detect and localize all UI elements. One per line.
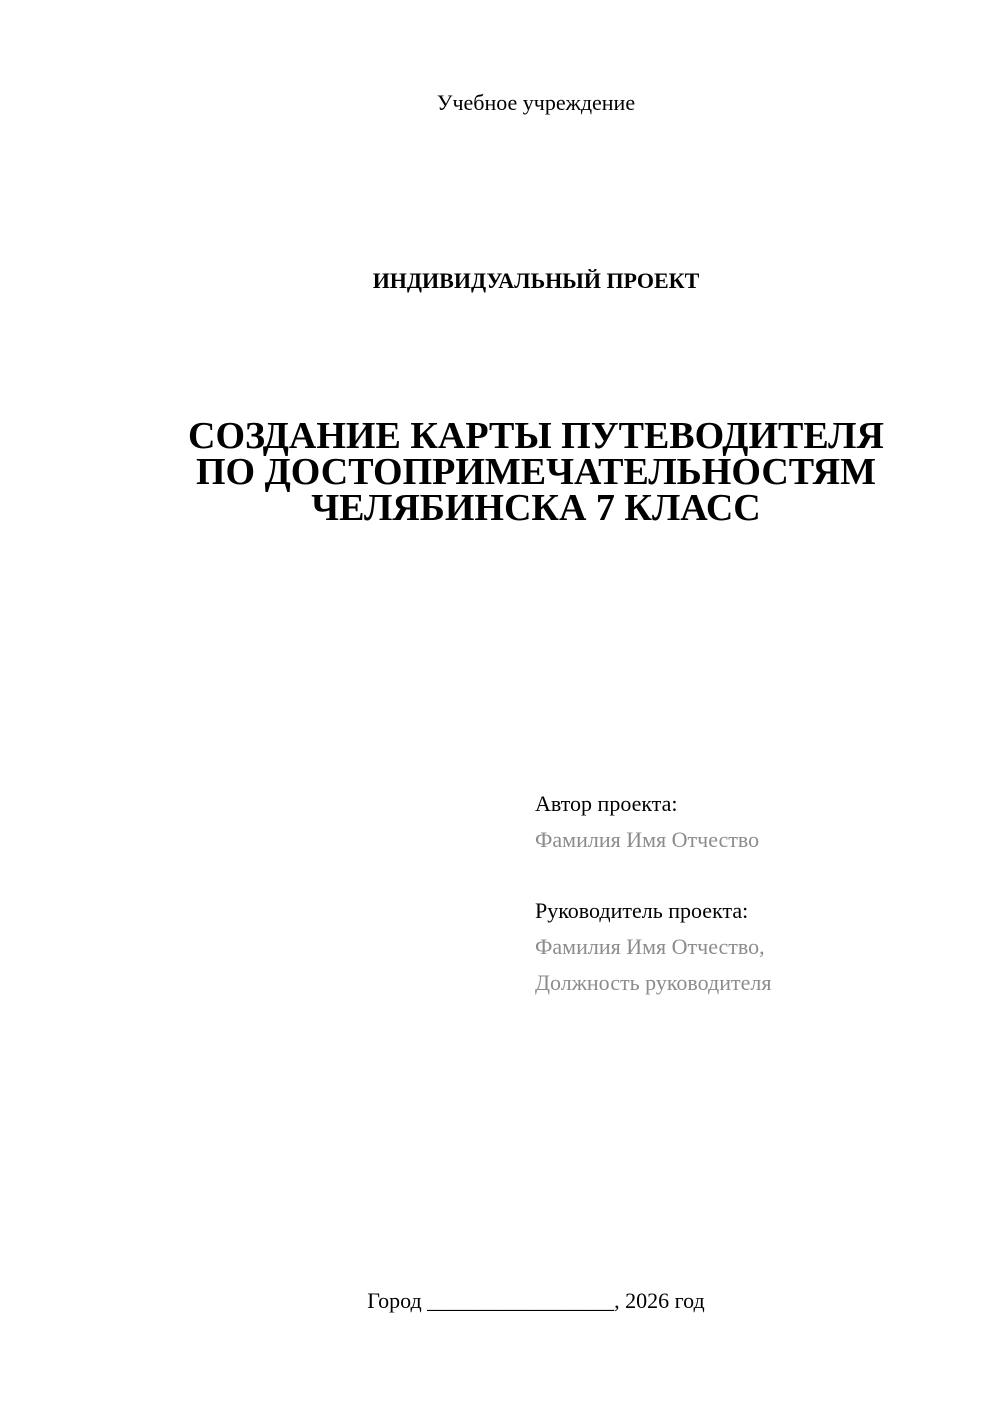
author-block: [535, 786, 759, 858]
supervisor-name: Фамилия Имя Отчество,: [535, 934, 765, 959]
supervisor-block: [535, 893, 771, 1001]
project-type-heading: ИНДИВИДУАЛЬНЫЙ ПРОЕКТ: [372, 268, 700, 293]
project-title-line: ПО ДОСТОПРИМЕЧАТЕЛЬНОСТЯМ: [195, 451, 876, 493]
project-title-line: СОЗДАНИЕ КАРТЫ ПУТЕВОДИТЕЛЯ: [188, 415, 884, 457]
project-title-line: ЧЕЛЯБИНСКА 7 КЛАСС: [311, 487, 761, 529]
supervisor-label: Руководитель проекта:: [535, 898, 749, 923]
city-year-footer: Город _________________, 2026 год: [367, 1288, 705, 1313]
author-label: Автор проекта:: [535, 791, 678, 816]
project-title: [0, 415, 1000, 529]
institution-name: Учебное учреждение: [436, 90, 636, 115]
supervisor-position: Должность руководителя: [535, 970, 772, 995]
author-name: Фамилия Имя Отчество: [535, 827, 760, 852]
